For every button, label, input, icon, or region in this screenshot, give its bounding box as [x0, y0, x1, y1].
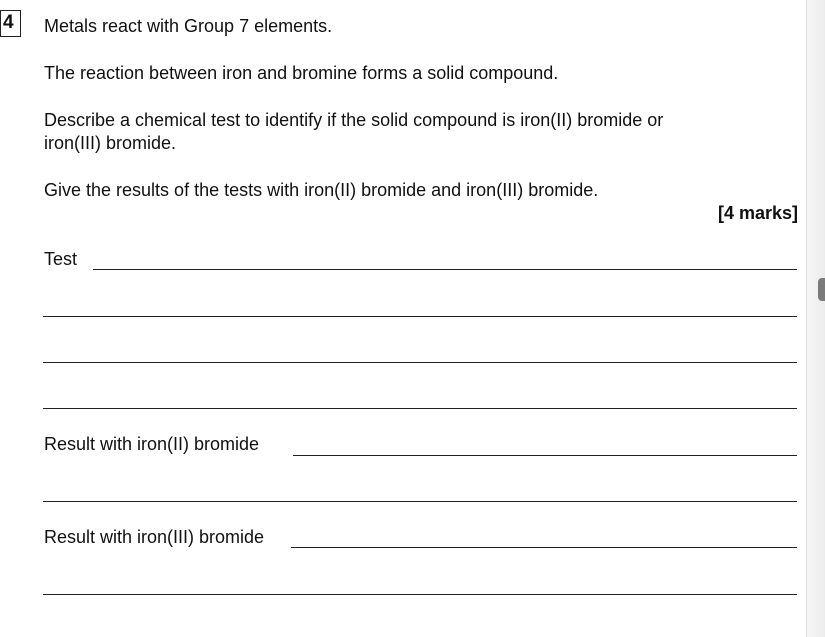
answer-line-fe3-2[interactable]: [43, 594, 797, 595]
answer-line-test[interactable]: [93, 269, 797, 270]
question-reaction: The reaction between iron and bromine forms a solid compound.: [44, 63, 559, 83]
side-panel: [806, 0, 825, 637]
result-fe2-label: Result with iron(II) bromide: [44, 434, 260, 454]
question-describe-line1: Describe a chemical test to identify if the solid compound is iron(II) bromide or: [44, 110, 664, 130]
test-label: Test: [44, 249, 78, 269]
question-number: 4: [0, 10, 21, 37]
answer-line-test-2[interactable]: [43, 316, 797, 317]
result-fe3-label: Result with iron(III) bromide: [44, 527, 265, 547]
answer-line-fe2[interactable]: [293, 455, 797, 456]
question-give-results: Give the results of the tests with iron(II) bromide and iron(III) bromide.: [44, 180, 599, 200]
question-describe-line2: iron(III) bromide.: [44, 133, 177, 153]
answer-line-fe3[interactable]: [291, 547, 797, 548]
marks-label: [4 marks]: [717, 203, 798, 223]
answer-line-fe2-2[interactable]: [43, 501, 797, 502]
answer-line-test-4[interactable]: [43, 408, 797, 409]
scrollbar-handle[interactable]: [818, 278, 825, 301]
question-intro: Metals react with Group 7 elements.: [44, 16, 333, 36]
answer-line-test-3[interactable]: [43, 362, 797, 363]
